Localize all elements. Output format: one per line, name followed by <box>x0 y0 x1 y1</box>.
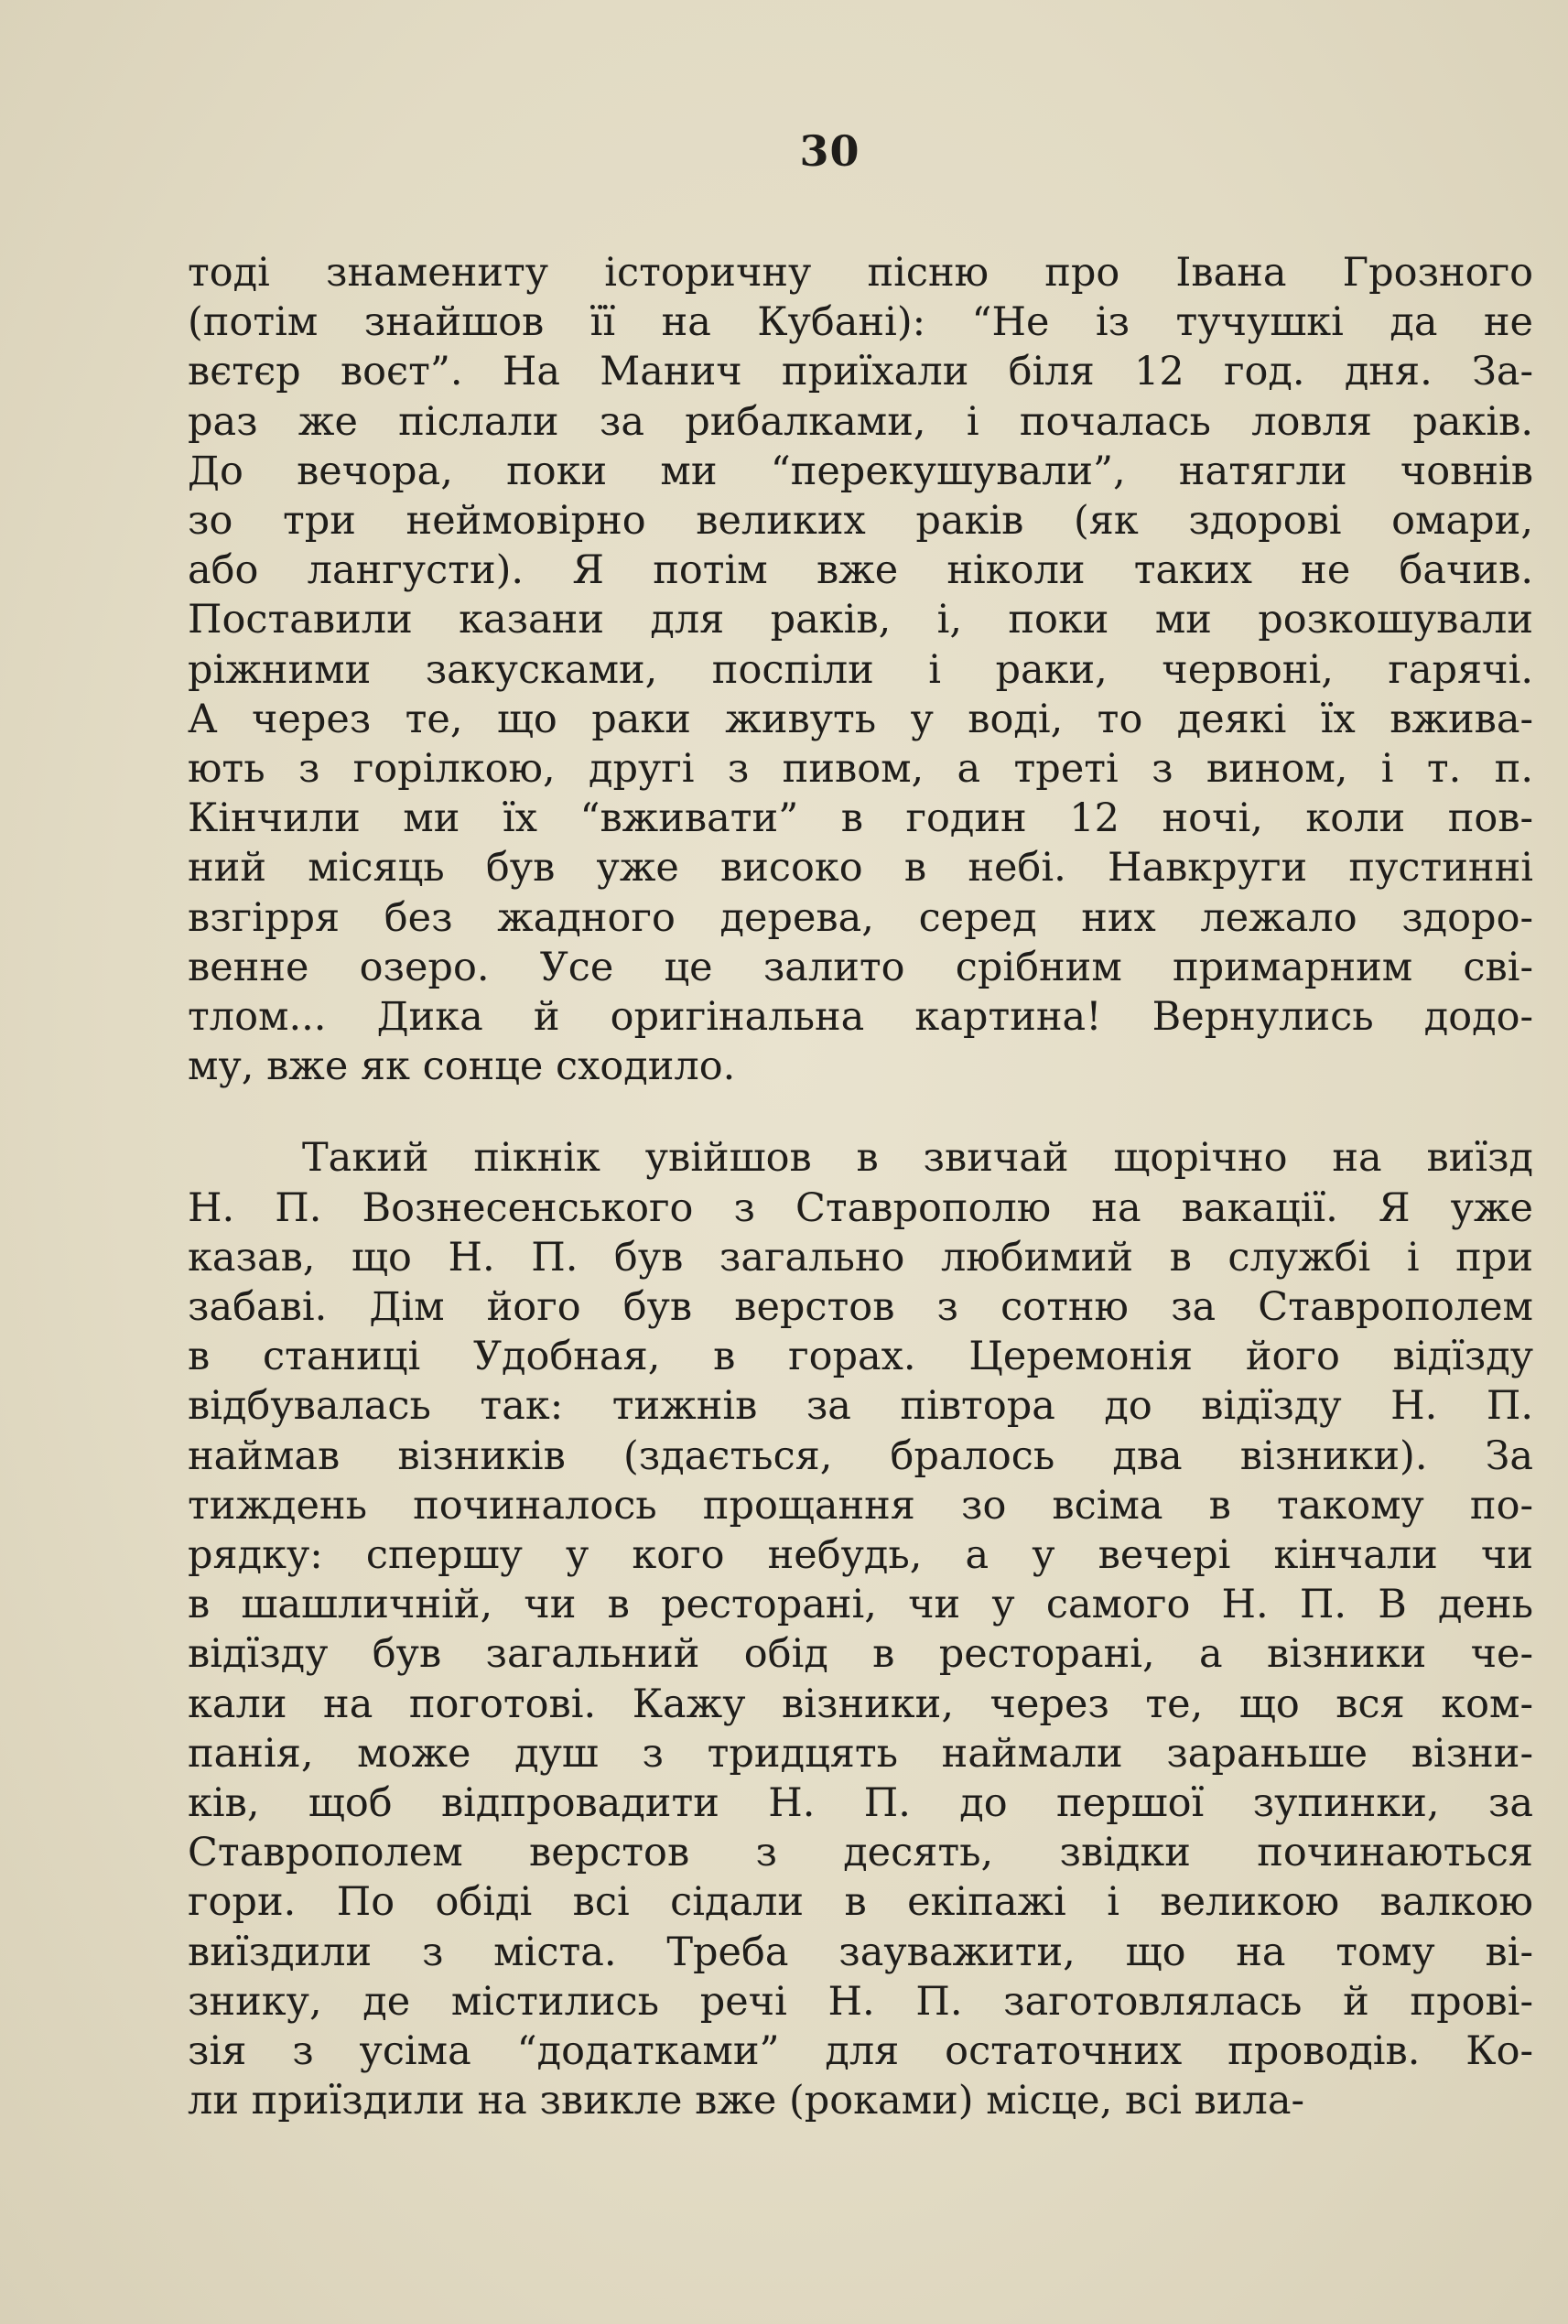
page-number: 30 <box>799 126 860 176</box>
text-line: му, вже як сонце сходило. <box>188 1043 736 1090</box>
text-line: тлом... Дика й оригінальна картина! Вернулись додо- <box>188 994 1533 1040</box>
text-line: ють з горілкою, другі з пивом, а треті з вином, і т. п. <box>188 746 1533 792</box>
text-line: в станиці Удобная, в горах. Церемонія його відїзду <box>188 1334 1533 1380</box>
text-line: рядку: спершу у кого небудь, а у вечері кінчали чи <box>188 1532 1533 1578</box>
text-line: гори. По обіді всі сідали в екіпажі і великою валкою <box>188 1879 1533 1926</box>
text-line: Н. П. Вознесенського з Ставрополю на вакації. Я уже <box>188 1184 1533 1231</box>
text-line: ріжними закусками, поспіли і раки, червоні, гарячі. <box>188 646 1533 693</box>
text-line: тиждень починалось прощання зо всіма в такому по- <box>188 1482 1533 1529</box>
text-line: Поставили казани для раків, і, поки ми розкошували <box>188 597 1533 643</box>
text-line: панія, може душ з тридцять наймали зараньше візни- <box>188 1730 1533 1777</box>
text-line: Такий пікнік увійшов в звичай щорічно на виїзд <box>302 1135 1533 1182</box>
text-line: венне озеро. Усе це залито срібним примарним сві- <box>188 944 1533 990</box>
text-line: кали на поготові. Кажу візники, через те, що вся ком- <box>188 1681 1533 1727</box>
text-line: (потім знайшов її на Кубані): “Не із тучушкі да не <box>188 299 1533 346</box>
text-line: раз же післали за рибалками, і почалась ловля раків. <box>188 398 1533 445</box>
text-line: зо три неймовірно великих раків (як здорові омари, <box>188 498 1533 544</box>
text-line: відїзду був загальний обід в ресторані, а візники че- <box>188 1631 1533 1678</box>
text-line: ків, щоб відпровадити Н. П. до першої зупинки, за <box>188 1780 1533 1826</box>
text-line: А через те, що раки живуть у воді, то деякі їх вжива- <box>188 696 1533 742</box>
text-line: виїздили з міста. Треба зауважити, що на тому ві- <box>188 1929 1533 1975</box>
text-line: ний місяць був уже високо в небі. Навкруги пустинні <box>188 845 1533 892</box>
text-line: Ставрополем верстов з десять, звідки починаються <box>188 1830 1533 1876</box>
text-line: ли приїздили на звикле вже (роками) місце, всі вила- <box>188 2078 1304 2124</box>
text-line: або лангусти). Я потім вже ніколи таких не бачив. <box>188 547 1533 594</box>
text-line: зія з усіма “додатками” для остаточних проводів. Ко- <box>188 2028 1533 2074</box>
text-line: в шашличній, чи в ресторані, чи у самого Н. П. В день <box>188 1582 1533 1628</box>
text-line: Кінчили ми їх “вживати” в годин 12 ночі, коли пов- <box>188 795 1533 842</box>
text-line: До вечора, поки ми “перекушували”, натягли човнів <box>188 448 1533 494</box>
text-line: вєтєр воєт”. На Манич приїхали біля 12 год. дня. За- <box>188 349 1533 395</box>
text-line: знику, де містились речі Н. П. заготовлялась й прові- <box>188 1978 1533 2025</box>
text-line: взгірря без жадного дерева, серед них лежало здоро- <box>188 894 1533 941</box>
text-line: забаві. Дім його був верстов з сотню за Ставрополем <box>188 1284 1533 1330</box>
text-line: казав, що Н. П. був загально любимий в службі і при <box>188 1234 1533 1281</box>
text-line: тоді знамениту історичну пісню про Івана Грозного <box>188 250 1533 296</box>
text-line: наймав візників (здається, бралось два візники). За <box>188 1432 1533 1479</box>
text-line: відбувалась так: тижнів за півтора до відїзду Н. П. <box>188 1383 1533 1430</box>
